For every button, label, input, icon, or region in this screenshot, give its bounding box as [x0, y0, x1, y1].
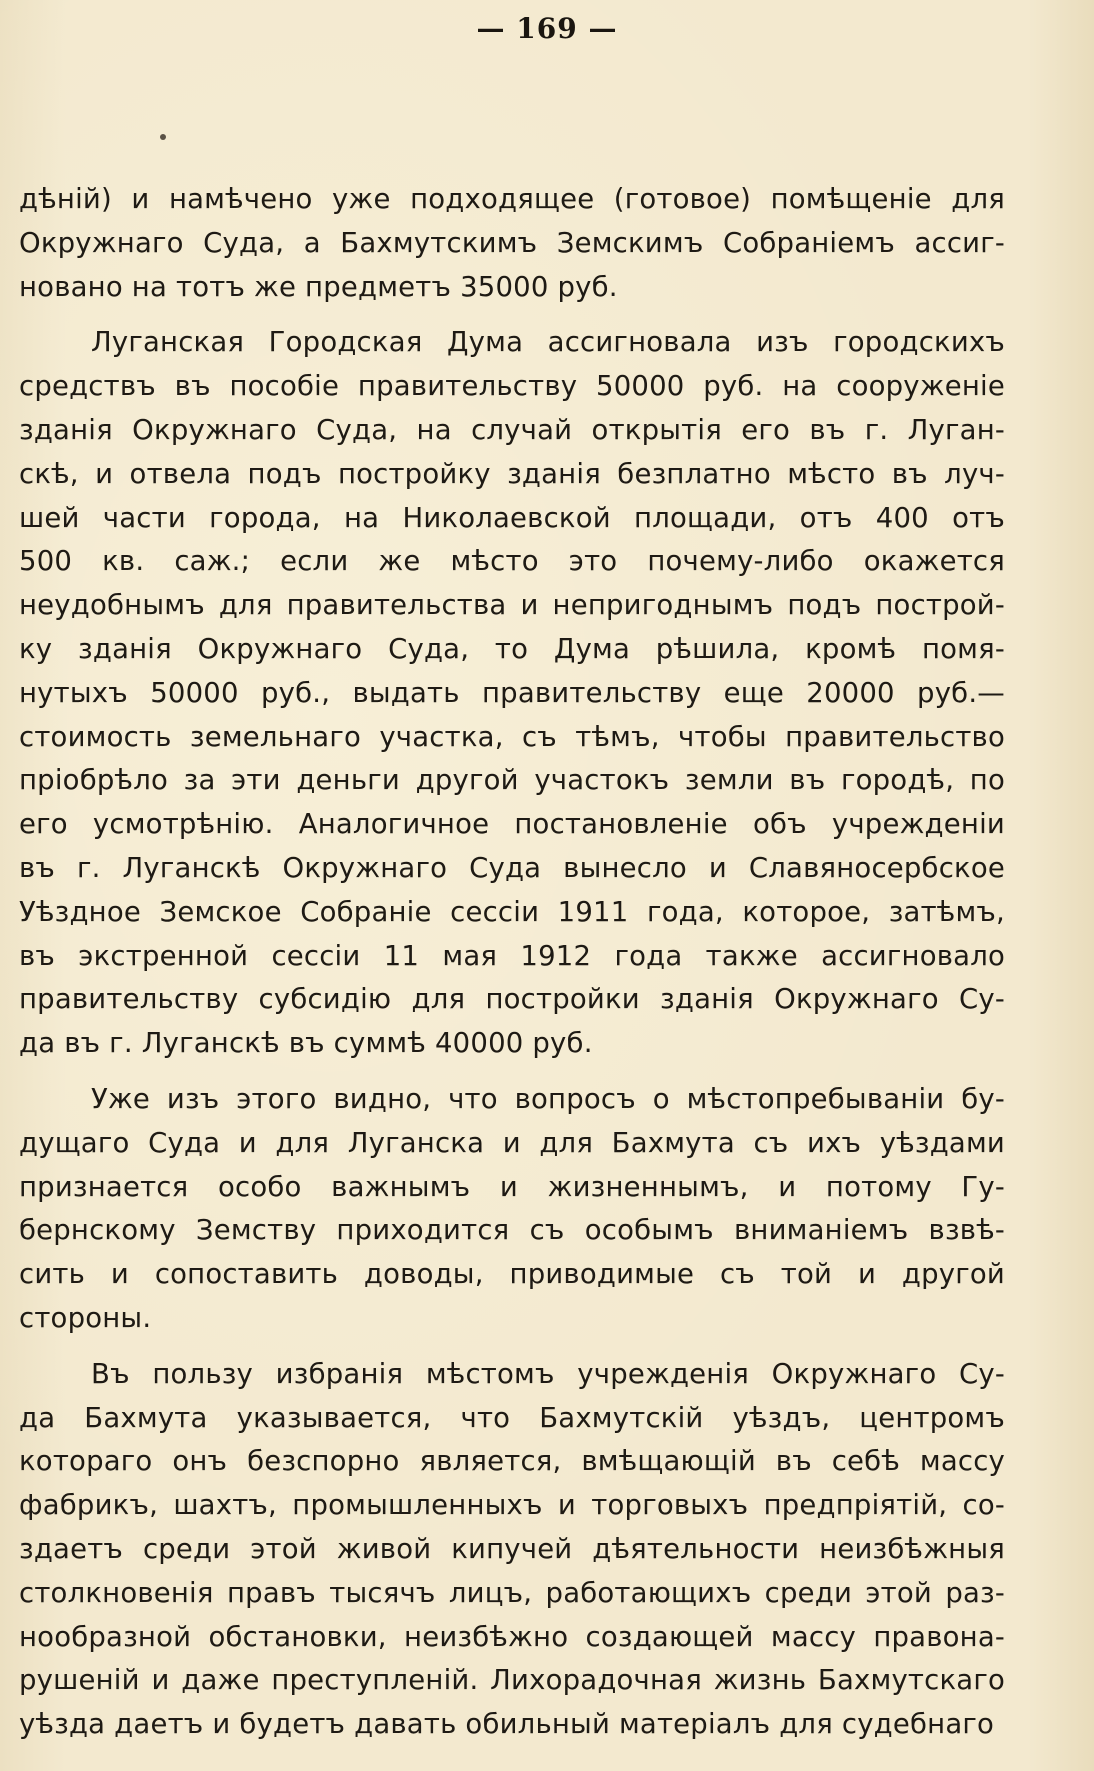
- text-line: зданія Окружнаго Суда, на случай открытія его въ г. Луган-: [19, 413, 1005, 446]
- text-line: да въ г. Луганскѣ въ суммѣ 40000 руб.: [19, 1027, 593, 1060]
- text-line: уѣзда даетъ и будетъ давать обильный матеріалъ для судебнаго: [19, 1708, 995, 1741]
- text-line: въ экстренной сессіи 11 мая 1912 года также ассигновало: [19, 939, 1005, 972]
- text-line: дѣній) и намѣчено уже подходящее (готовое) помѣщеніе для: [19, 183, 1005, 215]
- text-line: нообразной обстановки, неизбѣжно создающей массу правона-: [19, 1620, 1005, 1653]
- text-line: Уже изъ этого видно, что вопросъ о мѣстопребываніи бу-: [91, 1082, 1005, 1115]
- text-line: его усмотрѣнію. Аналогичное постановленіе объ учрежденіи: [19, 808, 1005, 841]
- text-line: сить и сопоставить доводы, приводимые съ той и другой: [19, 1258, 1005, 1291]
- text-line: шей части города, на Николаевской площади, отъ 400 отъ: [19, 501, 1005, 534]
- page-number: — 169 —: [476, 12, 618, 45]
- text-line: ку зданія Окружнаго Суда, то Дума рѣшила, кромѣ помя-: [19, 632, 1005, 665]
- text-line: Луганская Городская Дума ассигновала изъ городскихъ: [91, 326, 1005, 359]
- text-line: дущаго Суда и для Луганска и для Бахмута съ ихъ уѣздами: [19, 1126, 1005, 1159]
- text-line: рушеній и даже преступленій. Лихорадочная жизнь Бахмутскаго: [19, 1664, 1005, 1697]
- text-line: столкновенія правъ тысячъ лицъ, работающихъ среди этой раз-: [19, 1576, 1005, 1609]
- paragraph: [19, 321, 1005, 1066]
- text-line: Въ пользу избранія мѣстомъ учрежденія Окружнаго Су-: [91, 1357, 1005, 1390]
- text-line: средствъ въ пособіе правительству 50000 руб. на сооруженіе: [19, 370, 1005, 403]
- text-line: признается особо важнымъ и жизненнымъ, и потому Гу-: [19, 1170, 1005, 1203]
- text-line: Уѣздное Земское Собраніе сессіи 1911 года, которое, затѣмъ,: [19, 895, 1005, 928]
- text-line: здаетъ среди этой живой кипучей дѣятельности неизбѣжныя: [19, 1532, 1005, 1565]
- text-line: новано на тотъ же предметъ 35000 руб.: [19, 270, 618, 303]
- paragraph: [19, 1353, 1005, 1747]
- body-text: [19, 178, 1005, 1759]
- paragraph: [19, 1078, 1005, 1341]
- text-line: въ г. Луганскѣ Окружнаго Суда вынесло и Славяносербское: [19, 851, 1005, 884]
- text-line: котораго онъ безспорно является, вмѣщающій въ себѣ массу: [19, 1445, 1005, 1478]
- text-line: скѣ, и отвела подъ постройку зданія безплатно мѣсто въ луч-: [19, 457, 1005, 490]
- text-line: 500 кв. саж.; если же мѣсто это почему-либо окажется: [19, 545, 1005, 578]
- text-line: пріобрѣло за эти деньги другой участокъ земли въ городѣ, по: [19, 764, 1005, 797]
- ink-speck: [160, 134, 166, 140]
- text-line: фабрикъ, шахтъ, промышленныхъ и торговыхъ предпріятій, со-: [19, 1489, 1005, 1522]
- text-line: бернскому Земству приходится съ особымъ вниманіемъ взвѣ-: [19, 1214, 1005, 1247]
- text-line: да Бахмута указывается, что Бахмутскій уѣздъ, центромъ: [19, 1401, 1005, 1434]
- text-line: Окружнаго Суда, а Бахмутскимъ Земскимъ Собраніемъ ассиг-: [19, 226, 1005, 259]
- paragraph: [19, 178, 1005, 309]
- text-line: неудобнымъ для правительства и непригоднымъ подъ построй-: [19, 589, 1005, 622]
- text-line: стоимость земельнаго участка, съ тѣмъ, чтобы правительство: [19, 720, 1005, 753]
- text-line: нутыхъ 50000 руб., выдать правительству еще 20000 руб.—: [19, 676, 1005, 709]
- text-line: правительству субсидію для постройки зданія Окружнаго Су-: [19, 983, 1005, 1016]
- text-line: стороны.: [19, 1301, 152, 1334]
